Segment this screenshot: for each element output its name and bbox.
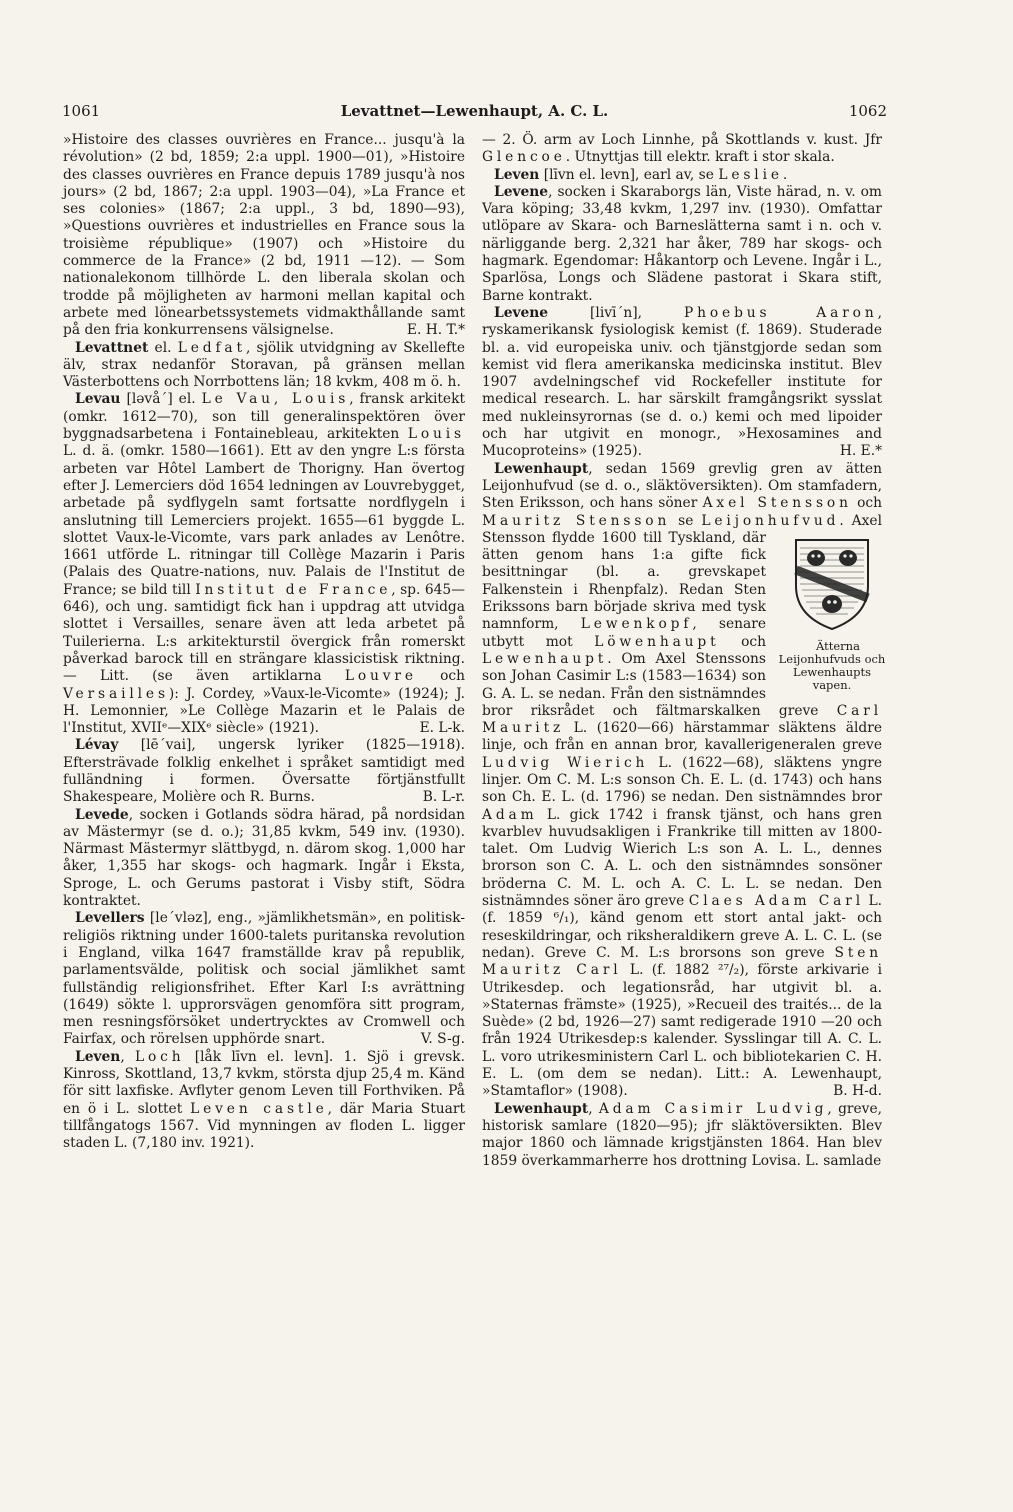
entry-text: se	[670, 512, 702, 529]
entry-text: , senare utbytt mot	[482, 616, 766, 650]
entry-text: L. gick 1742 i fransk tjänst, och hans gren kvarblev huvudsakligen i Frankrike till mitten av 1800-talet. Om Ludvig Wierich L:s son A. L. L., dennes brorson son C. A. L. och den sistnämndes sonsöner bröderna C. M. L. och A. C. L. L. se nedan. Den sistnämndes söner äro greve	[482, 806, 882, 910]
page-header	[62, 102, 887, 126]
entry-text: L. (1620—66) härstammar släktens äldre linje, och från en annan bror, kavallerigeneralen greve	[482, 720, 882, 754]
page-number-right: 1062	[848, 102, 887, 120]
entry-text: , greve, historisk samlare (1820—95); jfr släktöversikten. Blev major 1860 och lämnade krigstjänsten 1864. Han blev 1859 överkammarherre hos drottning Lovisa. L. samlade	[482, 1100, 883, 1169]
entry-text: , socken i Gotlands södra härad, på nordsidan av Mästermyr (se d. o.); 31,85 kvkm, 549 inv. (1930). Närmast Mästermyr slättbygd, n. därom skog. 1,000 har åker, 1,355 har skogs- och hagmark. Ingår i Eksta, Sproge, L. och Gerums pastorat i Visby stift, Södra kontraktet.	[63, 806, 465, 910]
entry-levattnet	[63, 340, 465, 392]
spaced-term: Versailles	[63, 685, 169, 702]
entry-text: , sp. 645—646), och ung. samtidigt fick han i uppdrag att utvidga slottet i Versailles, senare även att leda arbetet på Tuilerierna. L:s arkitekturstil övergick från romerskt påverkad barock till en strängare klassicistisk riktning. — Litt. (se även artiklarna	[63, 581, 465, 685]
entry-text: [ləvå´] el.	[120, 391, 202, 408]
entry-text: L. d. ä. (omkr. 1580—1661). Ett av den yngre L:s första arbeten var Hôtel Lambert de Thorigny. Han övertog efter J. Lemerciers död 1654 ledningen av Louvrebygget, arbetade på sydflygeln samt fortsatte nordflygeln i anslutning till Lemerciers projekt. 1655—61 byggde L. slottet Vaux-le-Vicomte, vars park anlades av Lenôtre. 1661 utförde L. ritningar till Collège Mazarin i Paris (Palais des Quatre-nations, nuv. Palais de l'Institut de France; se bild till	[63, 443, 465, 598]
running-head: Levattnet—Lewenhaupt, A. C. L.	[340, 102, 609, 120]
entry-levene-socken	[482, 184, 882, 305]
headword: Levattnet	[75, 339, 149, 356]
headword: Levau	[75, 391, 121, 408]
spaced-term: Ludvig Wierich	[482, 754, 649, 771]
spaced-term: Carl Mauritz	[482, 702, 882, 737]
spaced-term: Louis	[407, 426, 465, 443]
headword: Levene	[494, 183, 549, 200]
entry-leven-2	[482, 132, 882, 167]
spaced-term: Lewenhaupt	[482, 650, 608, 667]
spaced-term: Leijonhufvud	[701, 512, 840, 529]
spaced-term: Löwenhaupt	[594, 633, 720, 650]
author-signature: E. L-k.	[419, 720, 465, 737]
author-signature: E. H. T.*	[406, 322, 465, 339]
coat-of-arms-figure	[776, 536, 888, 692]
headword: Levede	[75, 806, 129, 823]
entry-text: ): J. Cordey, »Vaux-le-Vicomte» (1924); J. H. Lemonnier, »Le Collège Mazarin et le Palais de l'Institut, XVIIᵉ—XIXᵉ siècle» (1921).	[63, 685, 465, 737]
spaced-term: Adam Casimir Ludvig	[598, 1100, 828, 1117]
entry-text: , socken i Skaraborgs län, Viste härad, n. v. om Vara köping; 33,48 kvkm, 1,297 inv. (1930). Omfattar utlöpare av Skara- och Barneslätterna samt i n. och v. närliggande berg. 2,321 har åker, 789 har skogs- och hagmark. Egendomar: Håkantorp och Levene. Ingår i L., Sparlösa, Longs och Slädene pastorat i Skara stift, Barne kontrakt.	[482, 183, 882, 304]
entry-text: , där Maria Stuart tillfångatogs 1567. Vid mynningen av floden L. ligger staden L. (7,180 inv. 1921).	[63, 1100, 465, 1152]
author-signature: B. H-d.	[833, 1083, 882, 1100]
spaced-term: Axel Stensson	[702, 495, 852, 512]
entry-text: [līvn el. levn], earl av, se	[539, 166, 719, 183]
entry-lewenhaupt	[482, 460, 886, 1101]
entry-levay	[63, 737, 465, 806]
spaced-term: Claes Adam Carl	[688, 893, 864, 910]
entry-text: .	[782, 166, 788, 183]
spaced-term: Mauritz Stensson	[482, 512, 671, 529]
entry-text: [livī´n],	[548, 304, 684, 321]
figure-caption: Ätterna Leijonhufvuds och Lewenhaupts vapen.	[778, 638, 886, 692]
entry-leven-earl	[482, 167, 882, 184]
entry-leven-loch	[63, 1049, 465, 1153]
entry-text: ,	[120, 1048, 135, 1065]
spaced-term: Loch	[134, 1048, 185, 1065]
entry-text: ,	[588, 1100, 599, 1117]
spaced-term: Glencoe	[482, 149, 566, 166]
entry-text: [låk līvn el. levn]. 1. Sjö i grevsk. Kinross, Skottland, 13,7 kvkm, största djup 25,4 m. Känd för sitt laxfiske. Avflyter genom Leven till Forthviken. På en ö i L. slottet	[63, 1048, 465, 1117]
entry-text: och	[851, 495, 883, 512]
headword: Levellers	[75, 910, 145, 927]
spaced-term: Adam	[482, 806, 538, 823]
headword: Lewenhaupt	[494, 1100, 589, 1117]
entry-text: . Utnyttjas till elektr. kraft i stor skala.	[565, 149, 835, 166]
spaced-term: Phoebus Aaron	[683, 304, 878, 321]
entry-text: , sjölik utvidgning av Skellefte älv, strax nedanför Storavan, på gränsen mellan Västerbottens och Norrbottens län; 18 kvkm, 408 m ö. h.	[63, 339, 465, 391]
entry-text: , fransk arkitekt (omkr. 1612—70), son till generalinspektören över byggnadsarbetena i Fontainebleau, arkitekten	[63, 391, 465, 443]
entry-text: el.	[148, 339, 178, 356]
entry-text: L. (f. 1859 ⁶/₁), känd genom ett stort antal jakt- och reseskildringar, och riksheraldikern greve A. L. C. L. (se nedan). Greve C. M. L:s brorsons son greve	[482, 893, 882, 961]
headword: Leven	[494, 166, 540, 183]
entry-text: — 2. Ö. arm av Loch Linnhe, på Skottlands v. kust. Jfr	[482, 132, 882, 148]
author-signature: B. L-r.	[422, 789, 465, 806]
spaced-term: Lewenkopf	[580, 616, 693, 633]
entry-text: [lē´vai], ungersk lyriker (1825—1918). Eftersträvade folklig enkelhet i språket samtidigt med fulländning i formen. Översatte förtjänstfullt Shakespeare, Molière och R. Burns.	[63, 737, 465, 806]
page-number-left: 1061	[62, 102, 101, 120]
headword: Lévay	[75, 737, 119, 754]
entry-text: »Histoire des classes ouvrières en France... jusqu'à la révolution» (2 bd, 1859; 2:a uppl. 1900—01), »Histoire des classes ouvrières en France depuis 1789 jusqu'à nos jours» (2 bd, 1867; 2:a uppl. 1903—04), »La France et ses colonies» (1867; 2:a uppl., 3 bd, 1890—93), »Questions ouvrières et industrielles en France sous la troisième république» (1907) och »Histoire du commerce de la France» (2 bd, 1911 —12). — Som nationalekonom tillhörde L. den liberala skolan och trodde på möjligheten av harmoni mellan kapital och arbete med lönearbetssystemets vidmakthållande samt på den fria konkurrensens välsignelse.	[63, 132, 465, 339]
entry-text: L. (1622—68), släktens yngre linjer. Om C. M. L:s sonson Ch. E. L. (d. 1743) och hans son Ch. E. L. (d. 1796) se nedan. Den sistnämndes bror	[482, 754, 882, 806]
entry-text: . Om Axel Stenssons son Johan Casimir L:s (1583—1634) son G. A. L. se nedan. Från den sistnämndes bror riksrådet och fältmarskalken greve	[482, 650, 837, 719]
headword: Leven	[75, 1048, 121, 1065]
entry-levau	[63, 391, 465, 737]
headword: Lewenhaupt	[494, 460, 589, 477]
author-signature: H. E.*	[839, 443, 882, 460]
spaced-term: Sten Mauritz Carl	[482, 944, 882, 979]
spaced-term: Ledfat	[177, 339, 246, 356]
entry-levellers	[63, 910, 465, 1048]
author-signature: V. S-g.	[420, 1031, 465, 1048]
entry-continuation	[63, 132, 465, 340]
left-column	[63, 132, 465, 1153]
entry-levede	[63, 807, 465, 911]
coat-of-arms-shield-icon	[792, 536, 872, 632]
entry-lewenhaupt-acl	[482, 1101, 882, 1170]
spaced-term: Le Vau, Louis	[201, 391, 350, 408]
entry-text: L. (f. 1882 ²⁷/₂), förste arkivarie i Utrikesdep. och legationsråd, har utgivit bl. a. »Staternas främste» (1925), »Recueil des traités... de la Suède» (2 bd, 1926—27) samt redigerade 1910 —20 och från 1924 Utrikesdep:s kalender. Sysslingar till A. C. L. L. voro utrikesministern Carl L. och bibliotekarien C. H. E. L. (om dem se nedan). Litt.: A. Lewenhaupt, »Stamtaflor» (1908).	[482, 962, 882, 1100]
right-column	[482, 132, 886, 1170]
spaced-term: Institut de France	[195, 581, 392, 598]
entry-text: och	[719, 633, 766, 650]
spaced-term: Leven castle	[190, 1100, 328, 1117]
spaced-term: Louvre	[344, 668, 417, 685]
headword: Levene	[494, 304, 549, 321]
entry-text: , sedan 1569 grevlig gren av ätten Leijonhufvud (se d. o., släktöversikten). Om stamfadern, Sten Eriksson, och hans söner	[482, 460, 882, 512]
entry-text: , ryskamerikansk fysiologisk kemist (f. 1869). Studerade bl. a. vid europeiska univ. och tjänstgjorde sedan som kemist vid flera amerikanska medicinska institut. Blev 1907 avdelningschef vid Rockefeller institute for medical research. L. har särskilt framgångsrikt sysslat med nukleinsyrornas (se d. o.) kemi och med lipoider och har utgivit en monogr., »Hexosamines and Mucoproteins» (1925).	[482, 304, 882, 460]
spaced-term: Leslie	[718, 166, 783, 183]
entry-text: . Axel Stensson flydde 1600 till Tyskland, där ätten genom hans 1:a gifte fick besittningar (bl. a. grevskapet Falkenstein i Rhenpfalz). Redan Sten Erikssons barn började skriva med tysk namnform,	[482, 512, 882, 633]
entry-text: [le´vləz], eng., »jämlikhetsmän», en politisk-religiös riktning under 1600-talets puritanska revolution i England, vilka 1647 framställde krav på republik, parlamentsvälde, politisk och social jämlikhet samt fullständig religionsfrihet. Efter Karl I:s avrättning (1649) sökte l. upprorsvägen genomföra sitt program, men resningsförsöket undertrycktes av Cromwell och Fairfax, och rörelsen upphörde snart.	[63, 910, 465, 1048]
entry-text: och	[416, 668, 465, 685]
entry-levene-phoebus	[482, 305, 882, 461]
